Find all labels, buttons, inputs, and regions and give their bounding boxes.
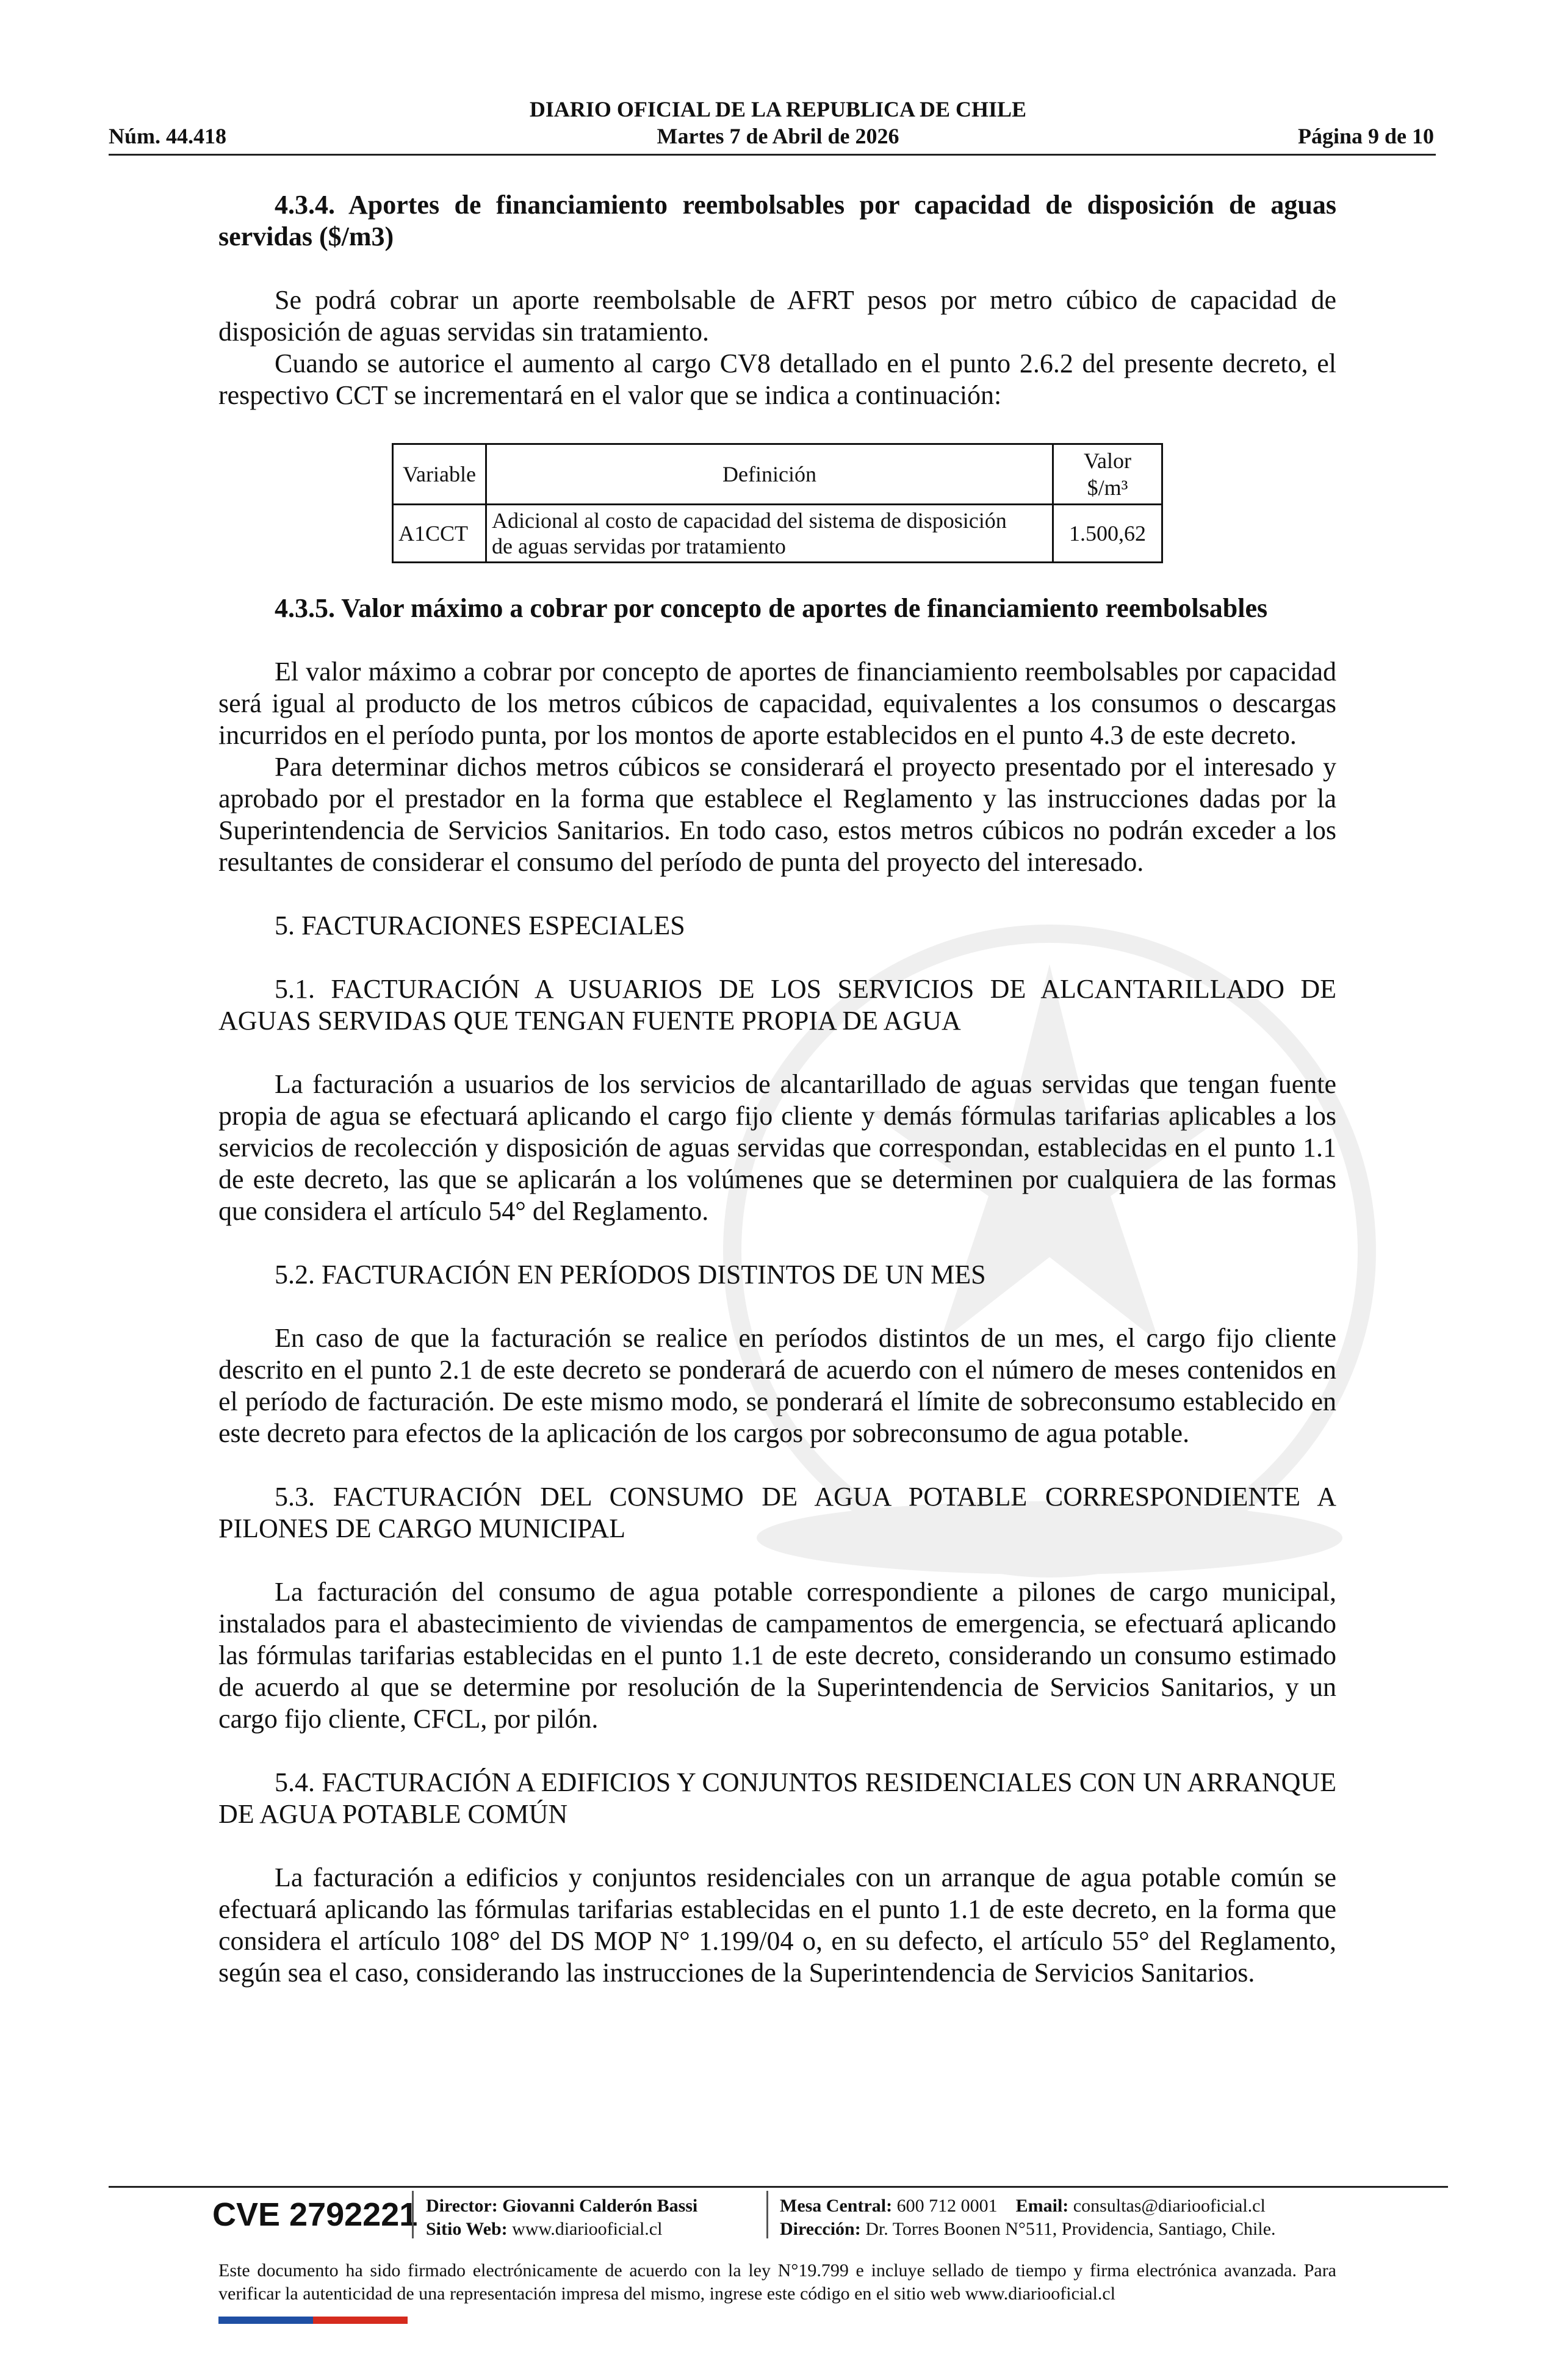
flag-stripe-blue [218,2317,313,2324]
issue-date: Martes 7 de Abril de 2026 [657,124,899,148]
cct-increment-table [392,443,1163,563]
table-header-value-line2: $/m³ [1087,475,1128,500]
mesa-central-phone: 600 712 0001 [896,2196,998,2216]
publication-title: DIARIO OFICIAL DE LA REPUBLICA DE CHILE [529,97,1027,121]
table-header-value-line1: Valor [1084,449,1131,473]
section-5-4-heading: 5.4. FACTURACIÓN A EDIFICIOS Y CONJUNTOS RESIDENCIALES CON UN ARRANQUE DE AGUA POTABLE COMÚN [218,1767,1336,1829]
issue-number: Núm. 44.418 [109,124,227,148]
footer-divider [109,2186,1448,2188]
email-link[interactable]: consultas@diariooficial.cl [1073,2196,1266,2216]
website-link[interactable]: www.diariooficial.cl [512,2219,663,2239]
section-5-4-paragraph: La facturación a edificios y conjuntos residenciales con un arranque de agua potable común se efectuará aplicando las fórmulas tarifarias establecidas en el punto 1.1 de este decreto, en la forma que considera el artículo 108° del DS MOP N° 1.199/04 o, en su defecto, el artículo 55° del Reglamento, según sea el caso, considerando las instrucciones de la Superintendencia de Servicios Sanitarios. [218,1863,1336,1988]
director-name: Giovanni Calderón Bassi [502,2196,698,2216]
table-header-value [1053,444,1162,505]
mesa-central-label: Mesa Central: [780,2196,893,2216]
director-label: Director: [426,2196,498,2216]
section-5-3-heading: 5.3. FACTURACIÓN DEL CONSUMO DE AGUA POTABLE CORRESPONDIENTE A PILONES DE CARGO MUNICIPAL [218,1482,1336,1543]
footer-separator-1 [412,2191,414,2238]
table-header-definition: Definición [486,444,1053,505]
footer-director-block [426,2194,697,2241]
website-label: Sitio Web: [426,2219,508,2239]
document-body [218,189,1336,1989]
section-5-1-paragraph: La facturación a usuarios de los servicios de alcantarillado de aguas servidas que tengan fuente propia de agua se efectuará aplicando el cargo fijo cliente y demás fórmulas tarifarias aplicables a los servicios de recolección y disposición de aguas servidas que correspondan, establecidas en el punto 1.1 de este decreto, las que se aplicarán a los volúmenes que se determinen por cualquiera de las formas que considera el artículo 54° del Reglamento. [218,1069,1336,1226]
cve-code: CVE 2792221 [212,2196,418,2233]
table-cell-variable: A1CCT [393,505,486,563]
footer-separator-2 [766,2191,768,2238]
section-4-3-5-heading: 4.3.5. Valor máximo a cobrar por concepto de aportes de financiamiento reembolsables [275,593,1268,623]
email-label: Email: [1015,2196,1069,2216]
table-cell-definition-line2: de aguas servidas por tratamiento [492,534,786,558]
table-cell-value: 1.500,62 [1053,505,1162,563]
flag-stripe-red [313,2317,408,2324]
flag-stripe [218,2317,408,2324]
section-4-3-4-paragraph-1: Se podrá cobrar un aporte reembolsable de AFRT pesos por metro cúbico de capacidad de disposición de aguas servidas sin tratamiento. [218,285,1336,347]
section-5-2-paragraph: En caso de que la facturación se realice en períodos distintos de un mes, el cargo fijo cliente descrito en el punto 2.1 de este decreto se ponderará de acuerdo con el número de meses contenidos en el período de facturación. De este mismo modo, se ponderará el límite de sobreconsumo establecido en este decreto para efectos de la aplicación de los cargos por sobreconsumo de agua potable. [218,1323,1336,1448]
section-4-3-5-paragraph-2: Para determinar dichos metros cúbicos se considerará el proyecto presentado por el interesado y aprobado por el prestador en la forma que establece el Reglamento y las instrucciones dadas por la Superintendencia de Servicios Sanitarios. En todo caso, estos metros cúbicos no podrán exceder a los resultantes de considerar el consumo del período de punta del proyecto del interesado. [218,752,1336,877]
address-label: Dirección: [780,2219,861,2239]
section-5-2-heading: 5.2. FACTURACIÓN EN PERÍODOS DISTINTOS DE UN MES [275,1260,986,1289]
address-value: Dr. Torres Boonen N°511, Providencia, Santiago, Chile. [865,2219,1276,2239]
table-cell-definition [486,505,1053,563]
footer-contact-block [780,2194,1276,2241]
section-4-3-5-paragraph-1: El valor máximo a cobrar por concepto de aportes de financiamiento reembolsables por capacidad será igual al producto de los metros cúbicos de capacidad, equivalentes a los consumos o descargas incurridos en el período punta, por los montos de aporte establecidos en el punto 4.3 de este decreto. [218,657,1336,750]
table-cell-definition-line1: Adicional al costo de capacidad del sistema de disposición [492,508,1007,533]
page-number: Página 9 de 10 [1297,124,1434,148]
section-5-3-paragraph: La facturación del consumo de agua potable correspondiente a pilones de cargo municipal, instalados para el abastecimiento de viviendas de campamentos de emergencia, se efectuará aplicando las fórmulas tarifarias establecidas en el punto 1.1 de este decreto, considerando un consumo estimado de acuerdo al que se determine por resolución de la Superintendencia de Servicios Sanitarios, y un cargo fijo cliente, CFCL, por pilón. [218,1577,1336,1734]
table-header-variable: Variable [393,444,486,505]
section-5-heading: 5. FACTURACIONES ESPECIALES [275,911,685,940]
section-5-1-heading: 5.1. FACTURACIÓN A USUARIOS DE LOS SERVICIOS DE ALCANTARILLADO DE AGUAS SERVIDAS QUE TENGAN FUENTE PROPIA DE AGUA [218,974,1336,1036]
header-divider [109,154,1436,156]
section-4-3-4-heading: 4.3.4. Aportes de financiamiento reembolsables por capacidad de disposición de aguas servidas ($/m3) [218,190,1336,251]
section-4-3-4-paragraph-2: Cuando se autorice el aumento al cargo CV8 detallado en el punto 2.6.2 del presente decreto, el respectivo CCT se incrementará en el valor que se indica a continuación: [218,348,1336,410]
digital-signature-note: Este documento ha sido firmado electrónicamente de acuerdo con la ley N°19.799 e incluye sellado de tiempo y firma electrónica avanzada. Para verificar la autenticidad de una representación impresa del mismo, ingrese este código en el sitio web www.diariooficial.cl [218,2260,1336,2304]
